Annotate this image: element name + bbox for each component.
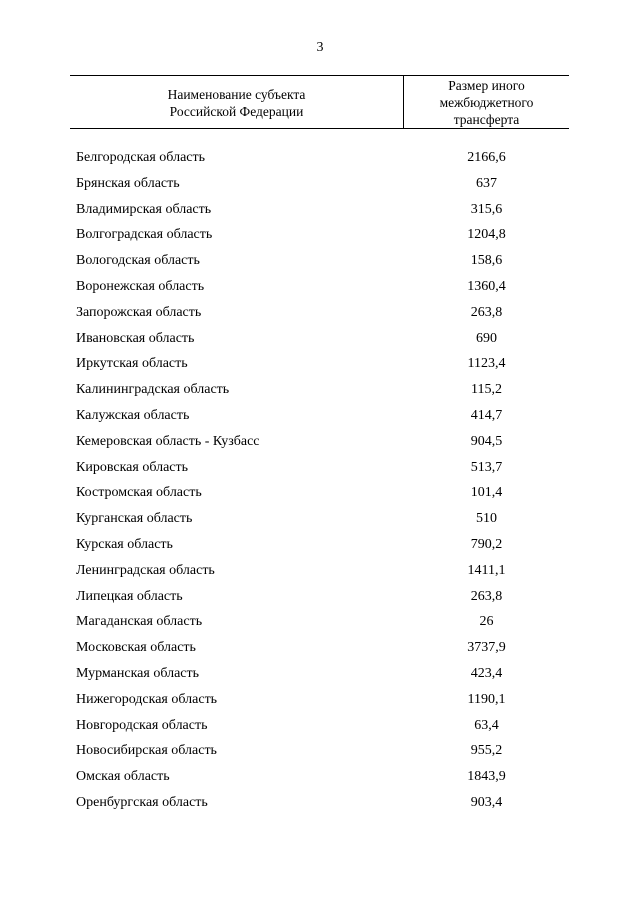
transfer-amount: 690 <box>476 330 497 346</box>
transfer-amount: 904,5 <box>470 433 503 449</box>
region-name: Вологодская область <box>76 253 200 269</box>
column-header-region-name <box>70 86 403 120</box>
transfer-amount: 315,6 <box>470 201 503 217</box>
region-name: Калининградская область <box>76 382 230 398</box>
transfer-amount: 263,8 <box>470 588 503 604</box>
region-name: Костромская область <box>76 485 202 501</box>
table-row <box>0 563 640 589</box>
table-row <box>0 589 640 615</box>
table-row <box>0 227 640 253</box>
table-row <box>0 202 640 228</box>
transfer-amount: 158,6 <box>470 253 503 269</box>
table-row <box>0 769 640 795</box>
table-row <box>0 253 640 279</box>
transfer-amount: 414,7 <box>470 407 503 423</box>
region-name: Брянская область <box>76 175 180 191</box>
region-name: Калужская область <box>76 407 190 423</box>
transfer-amount: 955,2 <box>470 743 503 759</box>
table-row <box>0 511 640 537</box>
table-row <box>0 537 640 563</box>
table-row <box>0 434 640 460</box>
region-name: Запорожская область <box>76 304 202 320</box>
table-row <box>0 614 640 640</box>
table-row <box>0 408 640 434</box>
table-row <box>0 331 640 357</box>
region-name: Курганская область <box>76 511 193 527</box>
table-top-rule <box>70 75 569 76</box>
table-row <box>0 382 640 408</box>
region-name: Волгоградская область <box>76 227 213 243</box>
region-name: Владимирская область <box>76 201 212 217</box>
transfer-amount: 790,2 <box>470 536 503 552</box>
transfer-amount: 3737,9 <box>467 640 506 656</box>
region-name: Ленинградская область <box>76 562 215 578</box>
region-name: Иркутская область <box>76 356 188 372</box>
transfer-amount: 1204,8 <box>467 227 506 243</box>
region-name: Оренбургская область <box>76 794 208 810</box>
transfer-amount: 263,8 <box>470 304 503 320</box>
column-header-region-name-line: Российской Федерации <box>169 104 304 119</box>
transfer-amount: 1360,4 <box>467 278 506 294</box>
region-name: Магаданская область <box>76 614 203 630</box>
transfer-amount: 513,7 <box>470 459 503 475</box>
region-name: Новгородская область <box>76 717 208 733</box>
column-header-region-name-line: Наименование субъекта <box>167 87 306 102</box>
region-name: Ивановская область <box>76 330 195 346</box>
region-name: Белгородская область <box>76 150 206 165</box>
table-row <box>0 666 640 692</box>
transfer-amount: 903,4 <box>470 794 503 810</box>
table-row <box>0 692 640 718</box>
region-name: Мурманская область <box>76 665 200 681</box>
transfer-amount: 1190,1 <box>467 691 506 707</box>
region-name: Омская область <box>76 769 170 785</box>
transfer-amount: 1123,4 <box>467 356 506 372</box>
table-row <box>0 150 640 176</box>
transfer-amount: 1843,9 <box>467 769 506 785</box>
region-name: Нижегородская область <box>76 691 218 707</box>
table-row <box>0 460 640 486</box>
region-name: Липецкая область <box>76 588 183 604</box>
table-row <box>0 176 640 202</box>
transfer-amount: 26 <box>479 614 494 630</box>
table-row <box>0 795 640 821</box>
transfer-amount: 63,4 <box>474 717 499 733</box>
region-name: Новосибирская область <box>76 743 217 759</box>
region-name: Курская область <box>76 536 173 552</box>
column-header-transfer-size-line: Размер иного <box>448 78 525 93</box>
table-row <box>0 743 640 769</box>
transfer-amount: 637 <box>476 175 497 191</box>
transfer-amount: 2166,6 <box>467 150 506 165</box>
column-header-transfer-size-line: трансферта <box>453 112 520 127</box>
transfer-amount: 101,4 <box>470 485 503 501</box>
table-body <box>0 150 640 821</box>
table-row <box>0 356 640 382</box>
table-row <box>0 305 640 331</box>
table-row <box>0 718 640 744</box>
table-row <box>0 485 640 511</box>
column-header-transfer-size <box>404 77 569 128</box>
column-header-transfer-size-line: межбюджетного <box>439 95 534 110</box>
transfer-amount: 115,2 <box>471 382 502 398</box>
page-number: 3 <box>316 40 324 55</box>
region-name: Воронежская область <box>76 278 205 294</box>
table-header-bottom-rule <box>70 128 569 129</box>
region-name: Московская область <box>76 640 196 656</box>
region-name: Кемеровская область - Кузбасс <box>76 433 260 449</box>
table-row <box>0 279 640 305</box>
region-name: Кировская область <box>76 459 189 475</box>
table-row <box>0 640 640 666</box>
transfer-amount: 510 <box>476 511 497 527</box>
transfer-amount: 1411,1 <box>467 562 506 578</box>
transfer-amount: 423,4 <box>470 665 503 681</box>
